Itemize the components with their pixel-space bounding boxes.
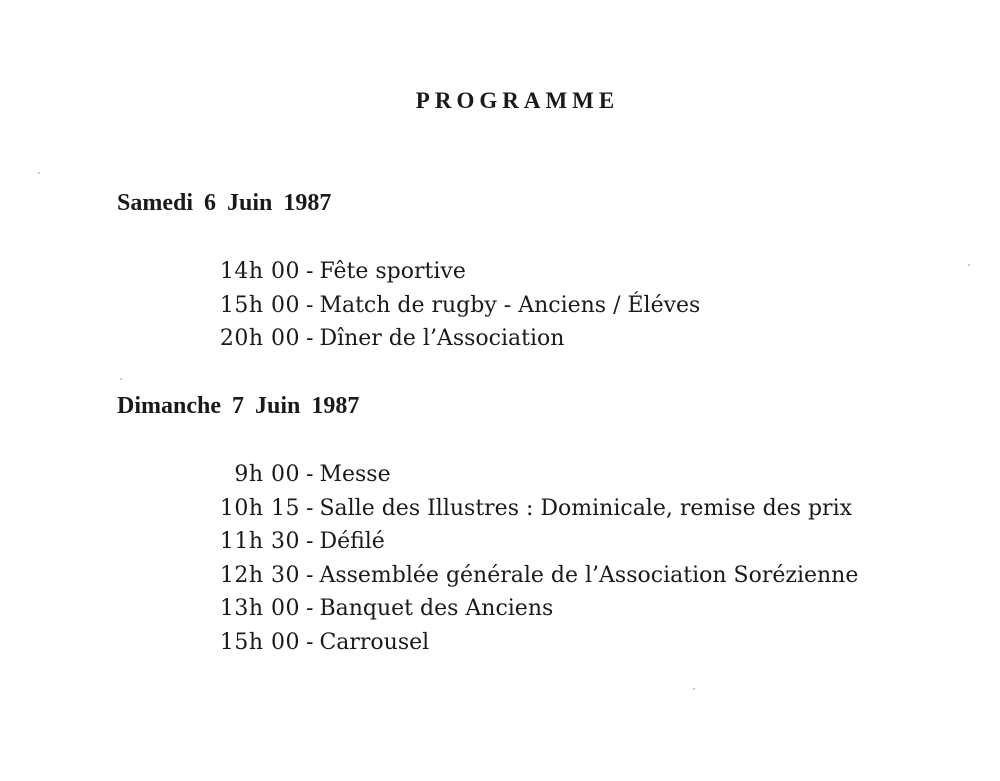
event-item	[0, 492, 858, 526]
event-label: Carrousel	[319, 629, 430, 655]
event-item	[0, 322, 700, 356]
event-time: 15h 00	[219, 629, 300, 655]
day-heading-saturday: Samedi 6 Juin 1987	[117, 190, 332, 216]
page-title: PROGRAMME	[415, 88, 620, 113]
day-heading-sunday: Dimanche 7 Juin 1987	[117, 393, 360, 419]
event-label: Salle des Illustres : Dominicale, remise des prix	[319, 495, 853, 521]
event-label: Messe	[319, 462, 391, 487]
event-time: 20h 00	[219, 326, 300, 351]
event-separator: -	[306, 596, 314, 621]
event-list-sunday	[0, 458, 858, 659]
event-separator: -	[306, 562, 314, 588]
event-label: Banquet des Anciens	[319, 596, 554, 621]
event-time: 12h 30	[219, 562, 300, 588]
event-item	[0, 458, 858, 492]
paper-speck	[120, 378, 122, 380]
event-item	[0, 559, 858, 593]
event-time: 13h 00	[219, 596, 300, 621]
paper-speck	[38, 172, 40, 174]
event-separator: -	[306, 629, 314, 655]
paper-speck	[693, 688, 695, 690]
event-separator: -	[306, 495, 314, 521]
event-time: 14h 00	[219, 259, 300, 284]
event-item	[0, 255, 700, 289]
event-label: Match de rugby - Anciens / Éléves	[319, 292, 701, 318]
event-time: 15h 00	[219, 292, 300, 318]
event-time: 11h 30	[219, 529, 300, 554]
event-time: 9h 00	[234, 462, 300, 487]
event-separator: -	[306, 326, 314, 351]
event-item	[0, 592, 858, 626]
event-separator: -	[306, 292, 314, 318]
event-label: Dîner de l’Association	[319, 326, 565, 351]
event-separator: -	[306, 529, 314, 554]
event-item	[0, 626, 858, 660]
paper-speck	[968, 264, 970, 266]
event-item	[0, 525, 858, 559]
event-time: 10h 15	[219, 495, 300, 521]
event-separator: -	[306, 259, 314, 284]
event-label: Assemblée générale de l’Association Sorézienne	[319, 562, 859, 588]
event-list-saturday	[0, 255, 700, 356]
event-label: Fête sportive	[319, 259, 466, 284]
event-label: Défilé	[319, 529, 385, 554]
event-separator: -	[306, 462, 314, 487]
event-item	[0, 289, 700, 323]
